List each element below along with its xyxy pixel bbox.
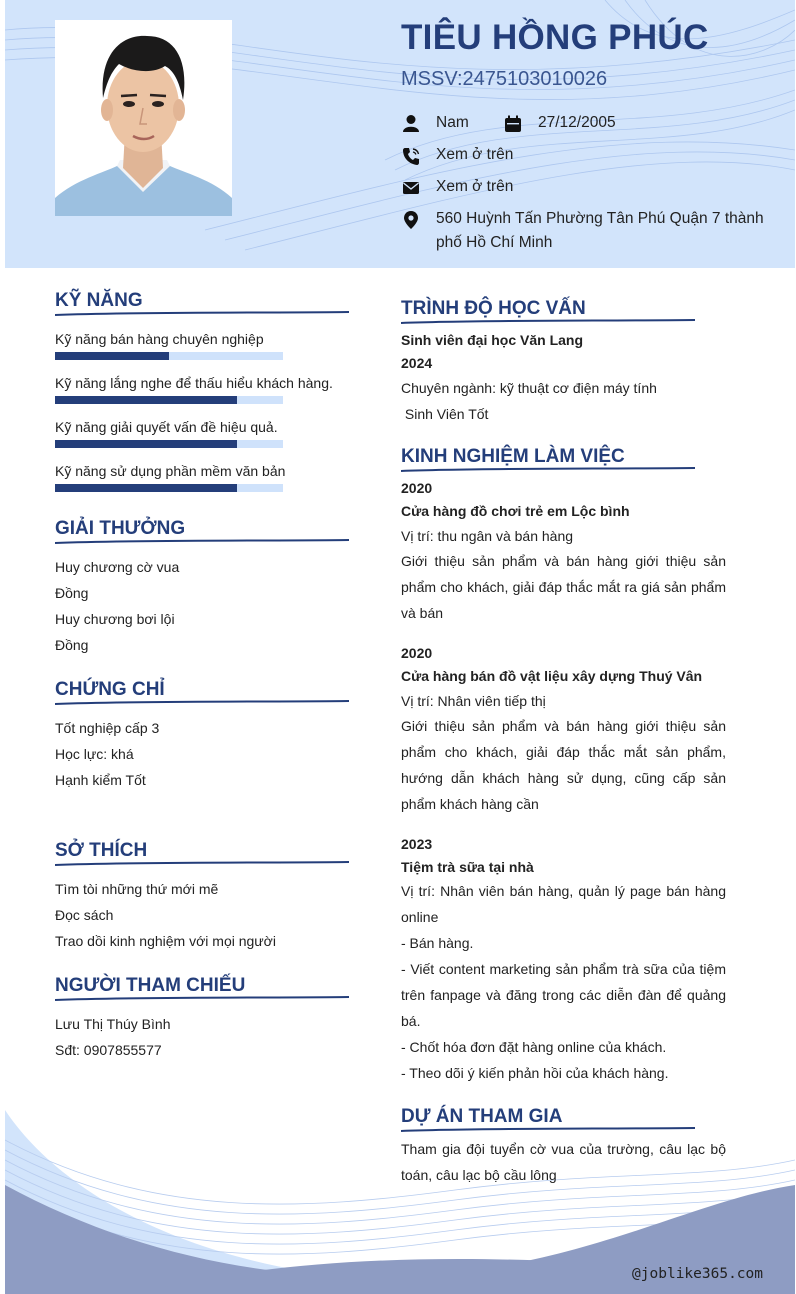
education-major: Chuyên ngành: kỹ thuật cơ điện máy tính bbox=[401, 380, 657, 396]
phone-icon bbox=[401, 146, 421, 166]
education-underline bbox=[401, 318, 697, 326]
hobby-item: Tìm tòi những thứ mới mẽ bbox=[55, 881, 219, 897]
phone-row bbox=[401, 146, 513, 167]
job-bullet: - Theo dõi ý kiến phản hồi của khách hàng. bbox=[401, 1065, 669, 1081]
birthday-row bbox=[503, 114, 616, 135]
skill-label: Kỹ năng sử dụng phần mềm văn bản bbox=[55, 463, 286, 479]
education-year: 2024 bbox=[401, 355, 433, 371]
job-company: Cửa hàng đồ chơi trẻ em Lộc bình bbox=[401, 503, 630, 519]
experience-heading: KINH NGHIỆM LÀM VIỆC bbox=[401, 446, 625, 467]
birthday-value: 27/12/2005 bbox=[538, 114, 616, 131]
cv-header bbox=[5, 0, 795, 268]
job-description: Giới thiệu sản phẩm và bán hàng giới thiệu sản phẩm cho khách, giải đáp thắc mắt ra giá sản phẩm và bán bbox=[401, 553, 726, 621]
award-item: Huy chương bơi lội bbox=[55, 611, 175, 627]
email-value: Xem ở trên bbox=[436, 178, 514, 195]
certificate-item: Tốt nghiệp cấp 3 bbox=[55, 720, 160, 736]
skills-underline bbox=[55, 310, 351, 318]
skill-bar-fill bbox=[55, 352, 169, 360]
phone-value: Xem ở trên bbox=[436, 146, 514, 163]
education-note: Sinh Viên Tốt bbox=[401, 406, 489, 422]
cv-page bbox=[5, 0, 795, 1294]
education-heading: TRÌNH ĐỘ HỌC VẤN bbox=[401, 298, 586, 319]
gender-row bbox=[401, 114, 469, 135]
awards-underline bbox=[55, 538, 351, 546]
award-item: Đồng bbox=[55, 637, 89, 653]
job-year: 2020 bbox=[401, 480, 433, 496]
education-school: Sinh viên đại học Văn Lang bbox=[401, 332, 584, 348]
skill-label: Kỹ năng lắng nghe để thấu hiểu khách hàng. bbox=[55, 375, 333, 391]
skill-label: Kỹ năng bán hàng chuyên nghiệp bbox=[55, 331, 264, 347]
location-pin-icon bbox=[401, 210, 421, 230]
calendar-icon bbox=[503, 114, 523, 134]
reference-name: Lưu Thị Thúy Bình bbox=[55, 1016, 171, 1032]
email-row bbox=[401, 178, 513, 199]
student-id: MSSV:2475103010026 bbox=[401, 68, 608, 90]
job-bullet: - Bán hàng. bbox=[401, 935, 474, 951]
hobbies-heading: SỞ THÍCH bbox=[55, 840, 148, 861]
job-description: Giới thiệu sản phẩm và bán hàng giới thiệu sản phẩm cho khách, giải đáp thắc mắt sản phẩm, hướng dẫn khách hàng sử dụng, cũng cấp sản phẩm khách hàng cần bbox=[401, 718, 726, 812]
job-position: Vị trí: Nhân viên tiếp thị bbox=[401, 693, 546, 709]
award-item: Đồng bbox=[55, 585, 89, 601]
skill-label: Kỹ năng giải quyết vấn đề hiệu quả. bbox=[55, 419, 278, 435]
experience-underline bbox=[401, 466, 697, 474]
watermark: @joblike365.com bbox=[632, 1266, 763, 1282]
skill-bar-fill bbox=[55, 484, 237, 492]
skill-bar-fill bbox=[55, 440, 237, 448]
address-value: 560 Huỳnh Tấn Phường Tân Phú Quận 7 thành phố Hồ Chí Minh bbox=[436, 210, 764, 251]
address-row bbox=[401, 210, 771, 255]
projects-underline bbox=[401, 1126, 697, 1134]
projects-heading: DỰ ÁN THAM GIA bbox=[401, 1106, 563, 1127]
references-heading: NGƯỜI THAM CHIẾU bbox=[55, 975, 246, 996]
envelope-icon bbox=[401, 178, 421, 198]
candidate-name: TIÊU HỒNG PHÚC bbox=[401, 18, 709, 57]
awards-heading: GIẢI THƯỞNG bbox=[55, 518, 186, 539]
job-year: 2023 bbox=[401, 836, 433, 852]
gender-value: Nam bbox=[436, 114, 469, 131]
skills-heading: KỸ NĂNG bbox=[55, 290, 143, 311]
award-item: Huy chương cờ vua bbox=[55, 559, 180, 575]
hobby-item: Trao dồi kinh nghiệm với mọi người bbox=[55, 933, 276, 949]
profile-photo bbox=[55, 20, 232, 216]
job-bullet: - Chốt hóa đơn đặt hàng online của khách. bbox=[401, 1039, 667, 1055]
hobbies-underline bbox=[55, 860, 351, 868]
references-underline bbox=[55, 995, 351, 1003]
certificate-item: Học lực: khá bbox=[55, 746, 134, 762]
skill-bar-fill bbox=[55, 396, 237, 404]
projects-description: Tham gia đội tuyển cờ vua của trường, câu lạc bộ toán, câu lạc bộ cầu lông bbox=[401, 1141, 726, 1183]
job-position: Vị trí: Nhân viên bán hàng, quản lý page bán hàng online bbox=[401, 883, 726, 925]
user-icon bbox=[401, 114, 421, 134]
job-position: Vị trí: thu ngân và bán hàng bbox=[401, 528, 574, 544]
job-company: Tiệm trà sữa tại nhà bbox=[401, 859, 534, 875]
certificate-item: Hạnh kiểm Tốt bbox=[55, 772, 146, 788]
job-bullet: - Viết content marketing sản phẩm trà sữa của tiệm trên fanpage và đăng trong các diễn đàn để quảng bá. bbox=[401, 961, 726, 1029]
job-year: 2020 bbox=[401, 645, 433, 661]
job-company: Cửa hàng bán đồ vật liệu xây dựng Thuý Vân bbox=[401, 668, 703, 684]
certificates-underline bbox=[55, 699, 351, 707]
certificates-heading: CHỨNG CHỈ bbox=[55, 679, 165, 700]
reference-phone: Sđt: 0907855577 bbox=[55, 1042, 162, 1058]
hobby-item: Đọc sách bbox=[55, 907, 114, 923]
